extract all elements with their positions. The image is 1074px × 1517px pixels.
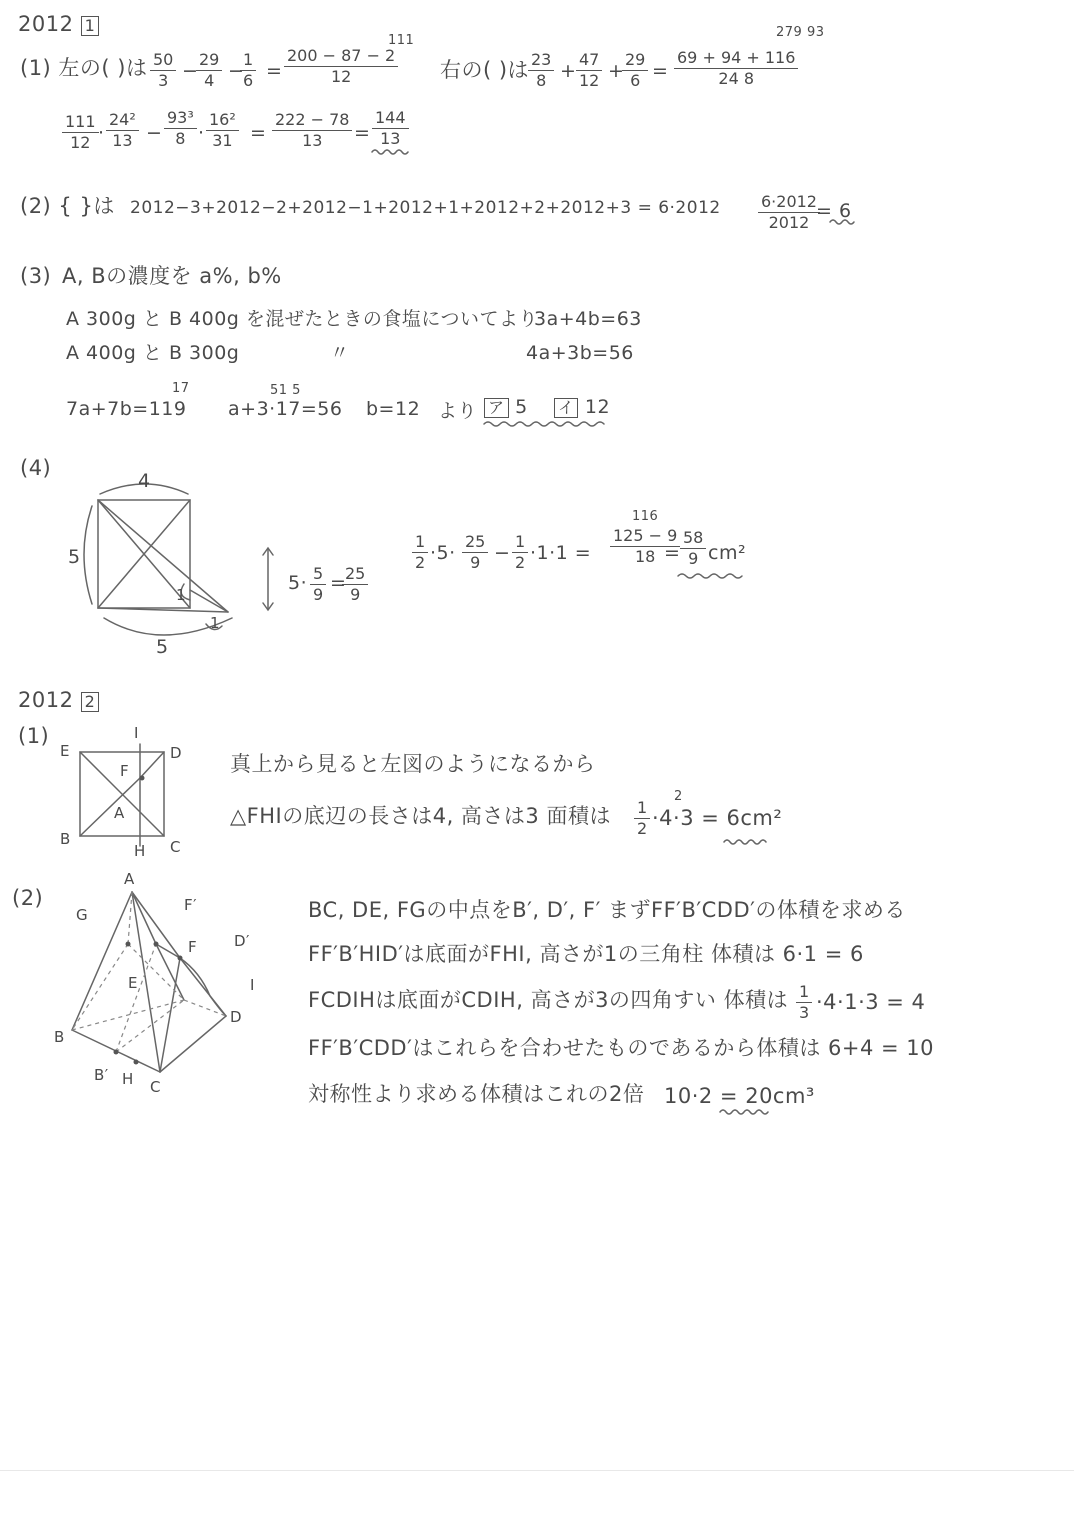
p4-half-1: $\frac{1}{2}$ [412,534,428,571]
section2-year: 2012 [18,688,74,712]
dot: · [198,122,205,144]
p1-sup-279-93: 279 93 [776,25,825,40]
p2-result: = 6 [816,200,852,222]
p1-frac-29-4: $\frac{29}{4}$ [196,52,222,89]
p4-side-left: 5 [68,546,81,568]
s2p2-point-H: H [122,1070,134,1088]
s2p1-point-A: A [114,804,125,822]
equals-sign: = [266,60,283,82]
p1-frac-69: $\frac{69 + 94 + 116}{24 8}$ [674,50,798,87]
s2p2-line3-calc: ·4·1·3 = 4 [816,990,926,1014]
s2p2-point-I: I [250,976,255,994]
p1-frac-16-31: $\frac{\text{16²}}{31}$ [206,112,239,149]
p4-side-top: 4 [138,470,151,492]
s2p1-point-H: H [134,842,146,860]
p1-frac-111-12: $\frac{111}{12}$ [62,114,99,151]
s2p2-point-E: E [128,974,138,992]
plus-sign: + [560,60,577,82]
s2p1-line2: △FHIの底辺の長さは4, 高さは3 面積は [230,804,611,828]
p4-answer-frac: $\frac{58}{9}$ [680,530,706,567]
p3-line3: A 400g と B 300g [66,342,240,364]
p4-half-2: $\frac{1}{2}$ [512,534,528,571]
s2p2-point-C: C [150,1078,161,1096]
equals-sign: = [652,60,669,82]
s2p1-point-I: I [134,724,139,742]
p4-sup-116: 116 [632,509,659,524]
s2p1-point-D: D [170,744,183,762]
p1-answer-frac: $\frac{144}{13}$ [372,110,409,147]
s2p2-point-Fp: F′ [184,896,198,914]
answer-box-i: イ [554,398,579,418]
p3-sum-sup: 17 [172,381,190,396]
minus-sign: − [182,60,199,82]
s2p2-line2: FF′B′HID′は底面がFHI, 高さが1の三角柱 体積は 6·1 = 6 [308,942,864,966]
p3-eq2: 4a+3b=56 [526,342,634,364]
p3-sum-eq: 7a+7b=119 [66,398,187,420]
section2-header [18,690,99,712]
p4-eq: = [664,542,681,564]
s2p2-line5: 対称性より求める体積はこれの2倍 [308,1082,645,1106]
equals-sign: = [354,122,371,144]
p4-small-1a: 1 [176,586,187,604]
equals-sign: = [250,122,267,144]
p4-height-eq: = [330,572,347,594]
section2-number-box: 2 [81,692,100,712]
s2p2-line1: BC, DE, FGの中点をB′, D′, F′ まずFF′B′CDD′の体積を求める [308,898,906,922]
p1-sup-111: 111 [388,33,415,48]
p1-frac-1-6: $\frac{1}{6}$ [240,52,256,89]
p4-calc-minus: − [494,542,511,564]
section1-number-box: 1 [81,16,100,36]
s2-p2-label: (2) [12,886,44,910]
s2p2-point-G: G [76,906,89,924]
s2p2-line3: FCDIHは底面がCDIH, 高さが3の四角すい 体積は [308,988,789,1012]
p2-frac: $\frac{6\cdot 2012}{2012}$ [758,194,820,231]
p1-frac-222: $\frac{222 - 78}{13}$ [272,112,352,149]
p4-label: (4) [20,456,52,480]
s2p2-point-Bp: B′ [94,1066,109,1084]
section1-year: 2012 [18,12,74,36]
s2p1-sup: 2 [674,789,683,804]
p2-label: (2) { }は [20,194,115,218]
p1-frac-24-13: $\frac{\text{24²}}{13}$ [106,112,139,149]
s2p2-line4: FF′B′CDD′はこれらを合わせたものであるから体積は 6+4 = 10 [308,1036,935,1060]
p3-b-value: b=12 [366,398,421,420]
s2p1-half: $\frac{1}{2}$ [634,800,650,837]
p4-side-bottom: 5 [156,636,169,658]
p3-sub-sup: 51 5 [270,383,301,398]
p1-label-right: 右の( )は [440,58,530,82]
p1-frac-50-3: $\frac{50}{3}$ [150,52,176,89]
p3-label: (3) [20,264,52,288]
s2p2-point-Dp: D′ [234,932,250,950]
p4-height-result: $\frac{25}{9}$ [342,566,368,603]
p4-frac-25-9: $\frac{25}{9}$ [462,534,488,571]
p3-eq1: 3a+4b=63 [534,308,642,330]
p4-height-frac: $\frac{5}{9}$ [310,566,326,603]
s2p1-point-F: F [120,762,130,780]
s2p2-point-F: F [188,938,198,956]
p4-small-1b: 1 [210,614,221,632]
minus-sign: − [228,60,245,82]
s2p1-line1: 真上から見ると左図のようになるから [230,752,596,776]
p3-sub-eq: a+3·17=56 [228,398,343,420]
p1-frac-29-6: $\frac{29}{6}$ [622,52,648,89]
p3-answer: ア 5 イ 12 [484,398,610,418]
s2p1-point-C: C [170,838,181,856]
s2p1-point-E: E [60,742,70,760]
plus-sign: + [608,60,625,82]
p3-ditto: 〃 [330,342,350,364]
p4-calc-mid: ·5· [430,542,456,564]
s2p1-calc: ·4·3 = 6cm² [652,806,783,830]
p1-frac-200: $\frac{200 - 87 - 2}{12}$ [284,48,398,85]
scan-edge [0,1470,1074,1471]
s2p1-point-B: B [60,830,71,848]
s2p2-point-D: D [230,1008,243,1026]
p3-yori: より [438,400,478,422]
p1-frac-93-8: $\frac{\text{93³}}{8}$ [164,110,197,147]
minus-sign: − [146,122,163,144]
p2-expression: 2012−3+2012−2+2012−1+2012+1+2012+2+2012+3 = 6·2012 [130,198,721,218]
answer-box-a: ア [484,398,509,418]
p4-unit: cm² [708,542,747,564]
s2-p1-label: (1) [18,724,50,748]
p4-height-expr: 5· [288,572,308,594]
p4-calc-tail: ·1·1 = [530,542,592,564]
p3-line2: A 300g と B 400g を混ぜたときの食塩についてより [66,308,539,330]
s2p2-point-B: B [54,1028,65,1046]
p1-label: (1) 左の( )は [20,56,148,80]
s2p2-line5-calc: 10·2 = 20cm³ [664,1084,815,1108]
dot: · [98,122,105,144]
p4-frac-125: $\frac{125 - 9}{18}$ [610,528,680,565]
p1-frac-47-12: $\frac{47}{12}$ [576,52,602,89]
s2p2-point-A: A [124,870,135,888]
p1-frac-23-8: $\frac{23}{8}$ [528,52,554,89]
s2p2-third: $\frac{1}{3}$ [796,984,812,1021]
p3-line1: A, Bの濃度を a%, b% [62,264,282,288]
